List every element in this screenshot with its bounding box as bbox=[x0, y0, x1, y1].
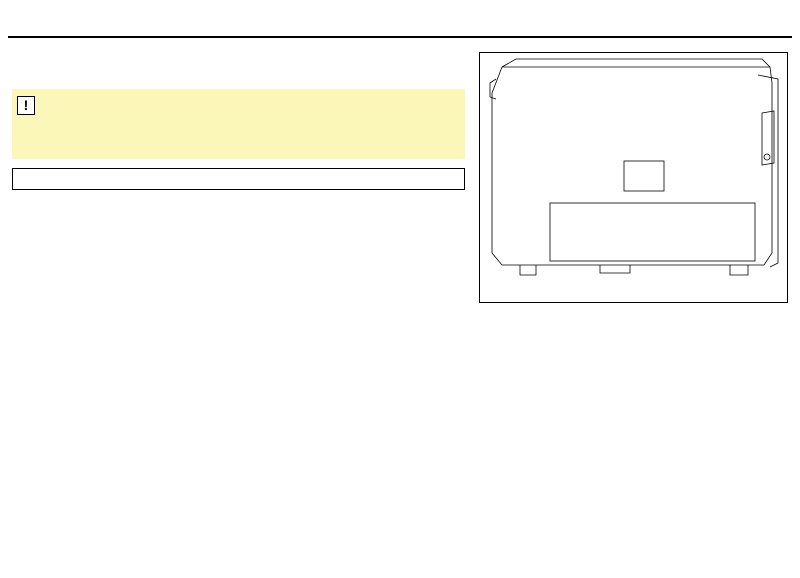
housing-top-edge bbox=[502, 59, 770, 67]
housing-outline bbox=[492, 67, 772, 265]
exclamation-icon: ! bbox=[17, 96, 35, 115]
header-color bbox=[75, 169, 137, 190]
fuse-block bbox=[550, 203, 755, 261]
bottom-tab-right bbox=[730, 265, 748, 275]
fuse-box-drawing bbox=[480, 53, 787, 302]
right-side bbox=[758, 75, 778, 267]
header-divider bbox=[8, 36, 792, 38]
left-tab bbox=[490, 79, 496, 99]
attention-box bbox=[12, 89, 465, 159]
side-screw bbox=[764, 154, 770, 160]
relay-table bbox=[12, 168, 465, 190]
fuse-box-diagram bbox=[479, 52, 788, 303]
table-header-row bbox=[13, 169, 465, 190]
header-application bbox=[137, 169, 465, 190]
header-position bbox=[13, 169, 76, 190]
bottom-tab-mid bbox=[600, 265, 630, 273]
bottom-tab-left bbox=[520, 265, 536, 275]
connector-block bbox=[624, 161, 664, 191]
